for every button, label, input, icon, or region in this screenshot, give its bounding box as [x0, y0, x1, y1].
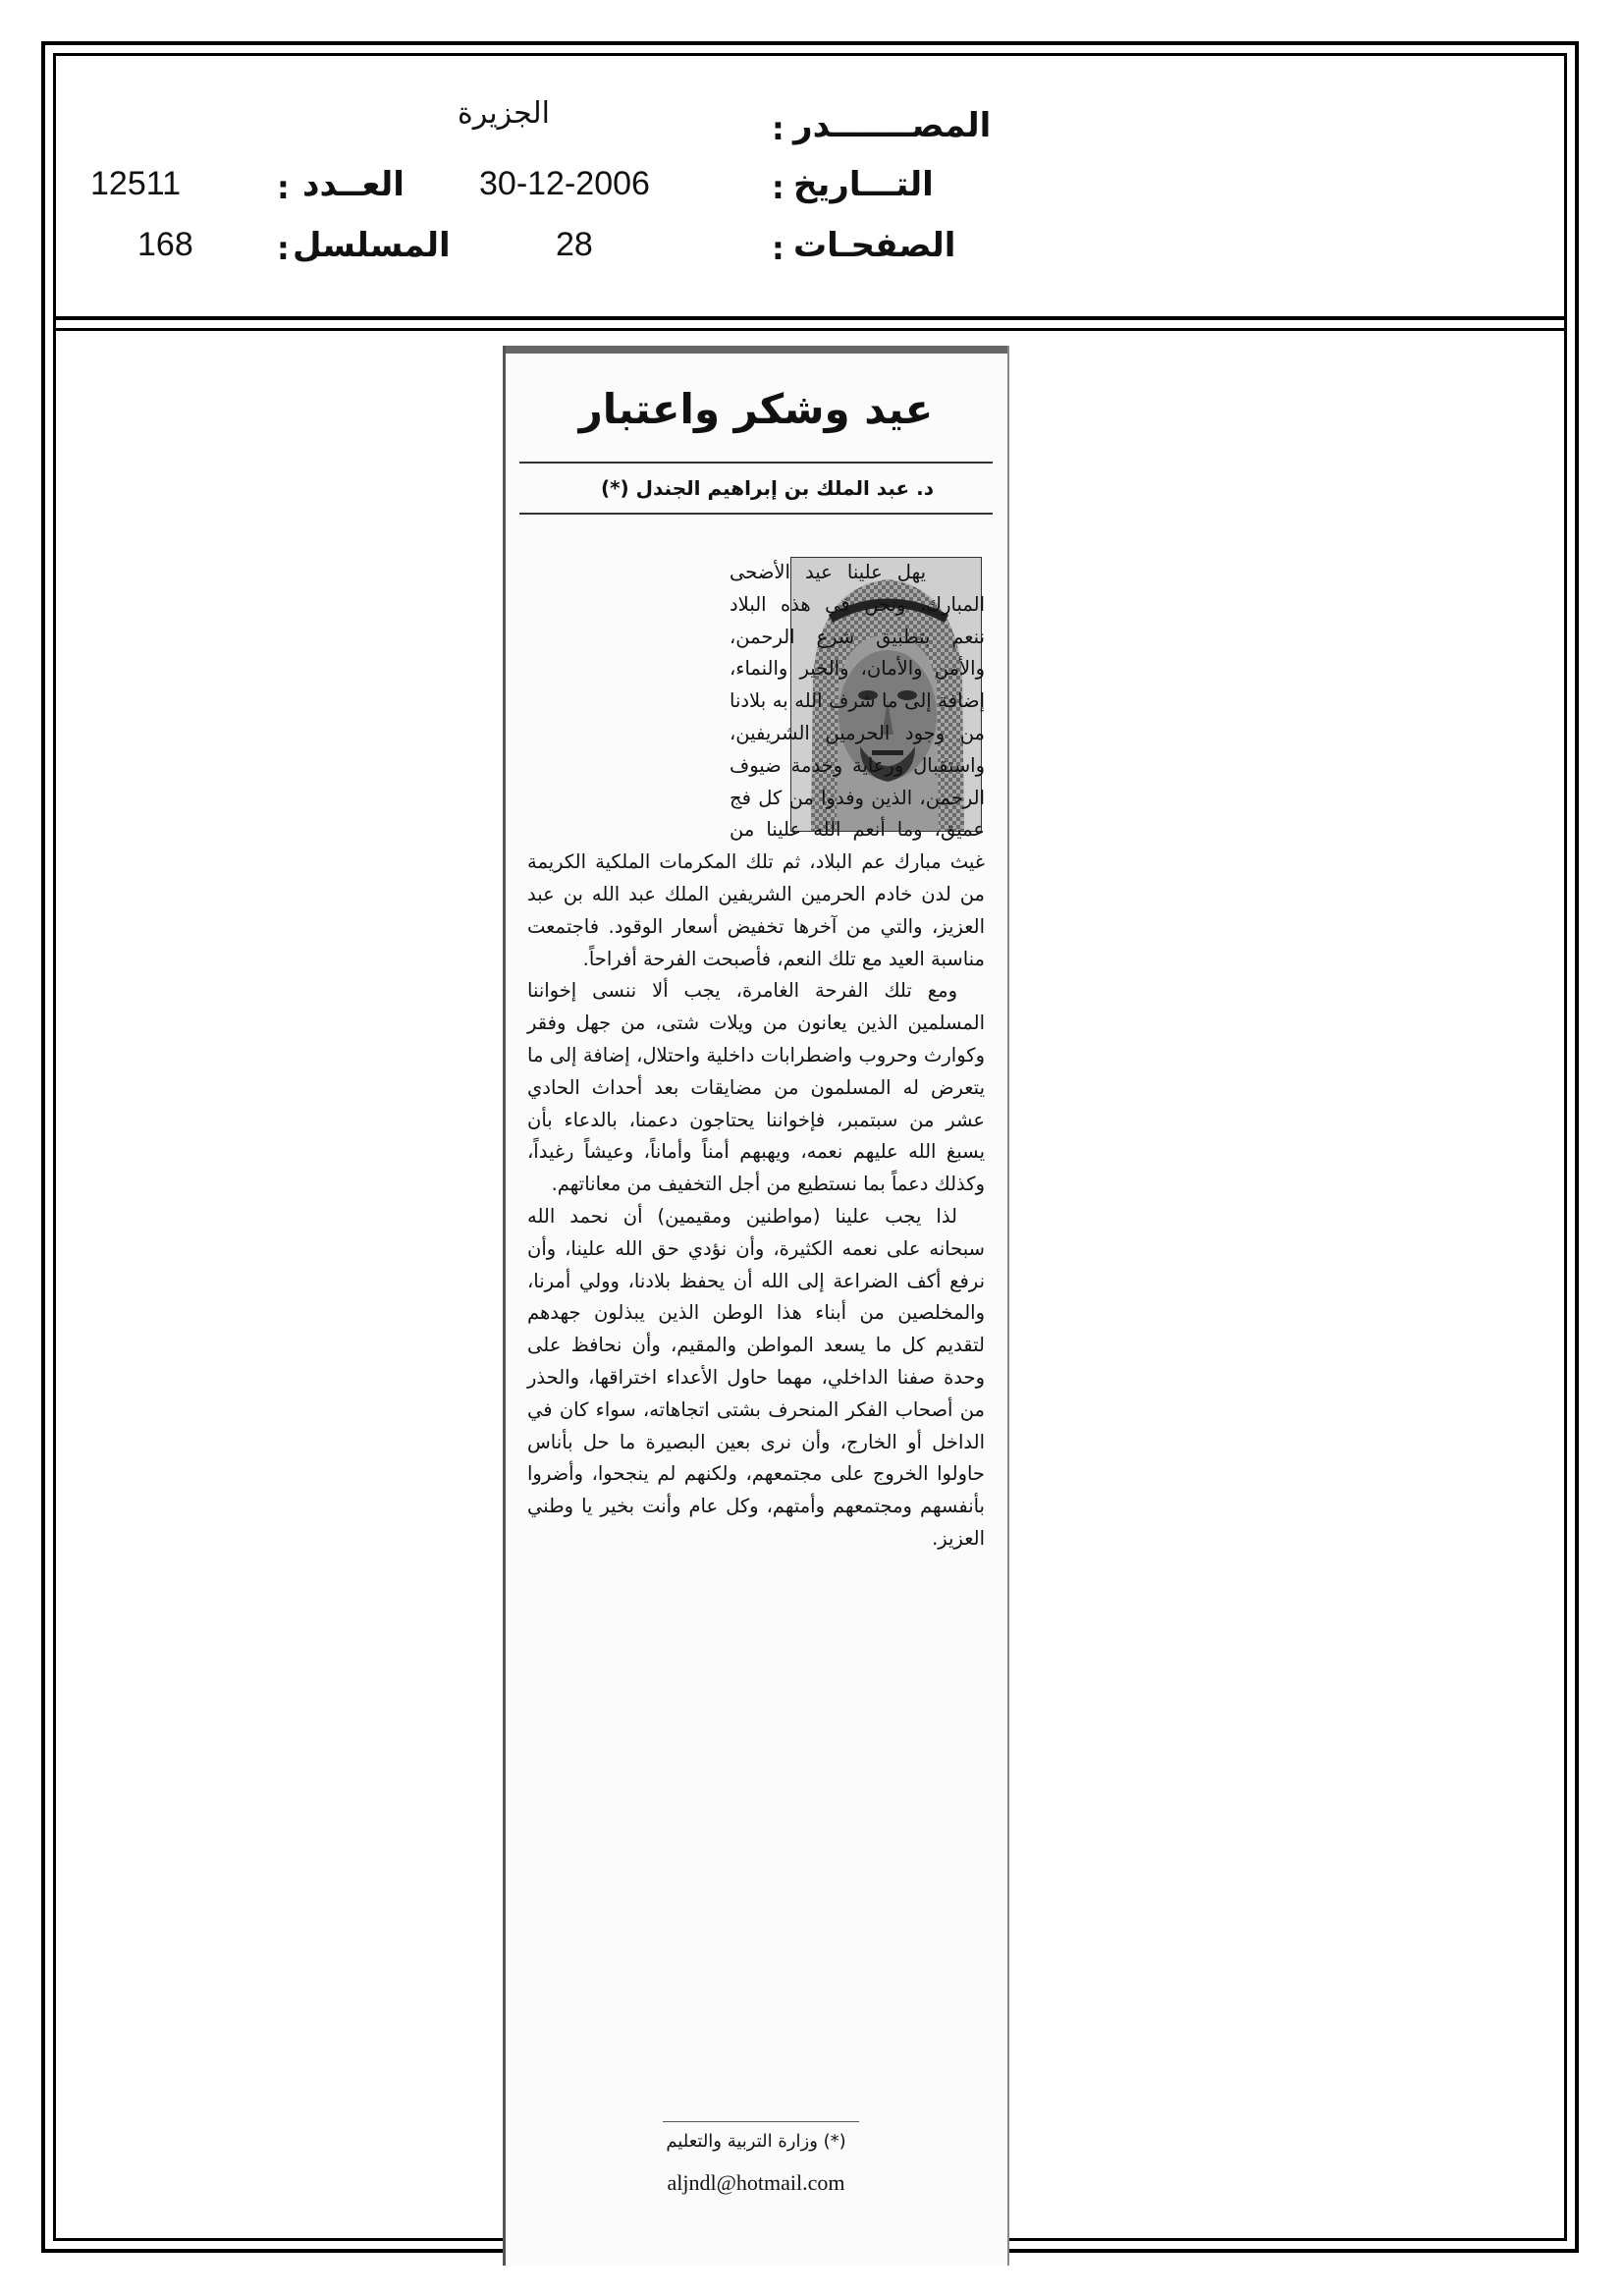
header-divider: [53, 316, 1567, 320]
header-divider-secondary: [53, 328, 1567, 331]
author-rule-top: [519, 462, 993, 464]
issue-value: 12511: [90, 165, 182, 202]
article-author: د. عبد الملك بن إبراهيم الجندل (*): [600, 476, 934, 500]
author-email: aljndl@hotmail.com: [667, 2170, 845, 2195]
source-colon: :: [772, 110, 784, 147]
clipping-top-edge: [506, 346, 1007, 354]
date-label: التـــاريخ: [793, 165, 934, 204]
issue-label: العــدد: [302, 165, 405, 204]
footnote-rule: [663, 2121, 859, 2122]
photo-wrap-space: [527, 557, 730, 834]
date-colon: :: [772, 169, 784, 206]
issue-colon: :: [277, 169, 290, 206]
pages-colon: :: [772, 230, 784, 267]
pages-label: الصفحـات: [793, 226, 956, 265]
serial-label: المسلسل: [293, 226, 451, 265]
date-value: 30-12-2006: [479, 165, 650, 202]
article-body: [527, 557, 985, 1556]
author-affiliation: (*) وزارة التربية والتعليم: [666, 2131, 846, 2152]
source-label: المصـــــــدر: [793, 106, 992, 145]
serial-colon: :: [277, 230, 290, 267]
source-value: الجزيرة: [458, 96, 551, 131]
pages-value: 28: [556, 226, 593, 263]
author-rule-bottom: [519, 513, 993, 515]
article-clipping: [503, 346, 1009, 2266]
serial-value: 168: [137, 226, 193, 263]
article-title: عيد وشكر واعتبار: [578, 385, 934, 433]
article-paragraph-3: لذا يجب علينا (مواطنين ومقيمين) أن نحمد الله سبحانه على نعمه الكثيرة، وأن نؤدي حق الله علينا، وأن نرفع أكف الضراعة إلى الله أن يحفظ بلادنا، وولي أمرنا، والمخلصين من أبناء هذا الوطن الذين يبذلون جهدهم لتقديم كل ما يسعد المواطن والمقيم، وأن نحافظ على وحدة صفنا الداخلي، مهما حاول الأعداء اختراقها، والحذر من أصحاب الفكر المنحرف بشتى اتجاهاته، سواء كان في الداخل أو الخارج، وأن نرى بعين البصيرة ما حل بأناس حاولوا الخروج على مجتمعهم، ولكنهم لم ينجحوا، وأضروا بأنفسهم ومجتمعهم وأمتهم، وكل عام وأنت بخير يا وطني العزيز.: [527, 1204, 985, 1550]
article-paragraph-2: ومع تلك الفرحة الغامرة، يجب ألا ننسى إخواننا المسلمين الذين يعانون من ويلات شتى، من جهل وفقر وكوارث وحروب واضطرابات داخلية واحتلال، إضافة إلى ما يتعرض له المسلمون من مضايقات بعد أحداث الحادي عشر من سبتمبر، فإخواننا يحتاجون دعمنا، بالدعاء بأن يسبغ الله عليهم نعمه، ويهبهم أمناً وأماناً، وعيشاً رغيداً، وكذلك دعماً بما نستطيع من أجل التخفيف من معاناتهم.: [527, 979, 985, 1196]
article-paragraph-1: يهل علينا عيد الأضحى المبارك، ونحن في هذه البلاد ننعم بتطبيق شرع الرحمن، والأمن والأمان، والخير والنماء، إضافة إلى ما شرف الله به بلادنا من وجود الحرمين الشريفين، واستقبال ورعاية وخدمة ضيوف الرحمن، الذين وفدوا من كل فج عميق، وما أنعم الله علينا من غيث مبارك عم البلاد، ثم تلك المكرمات الملكية الكريمة من لدن خادم الحرمين الشريفين الملك عبد الله بن عبد العزيز، والتي من آخرها تخفيض أسعار الوقود. فاجتمعت مناسبة العيد مع تلك النعم، فأصبحت الفرحة أفراحاً.: [527, 561, 985, 970]
